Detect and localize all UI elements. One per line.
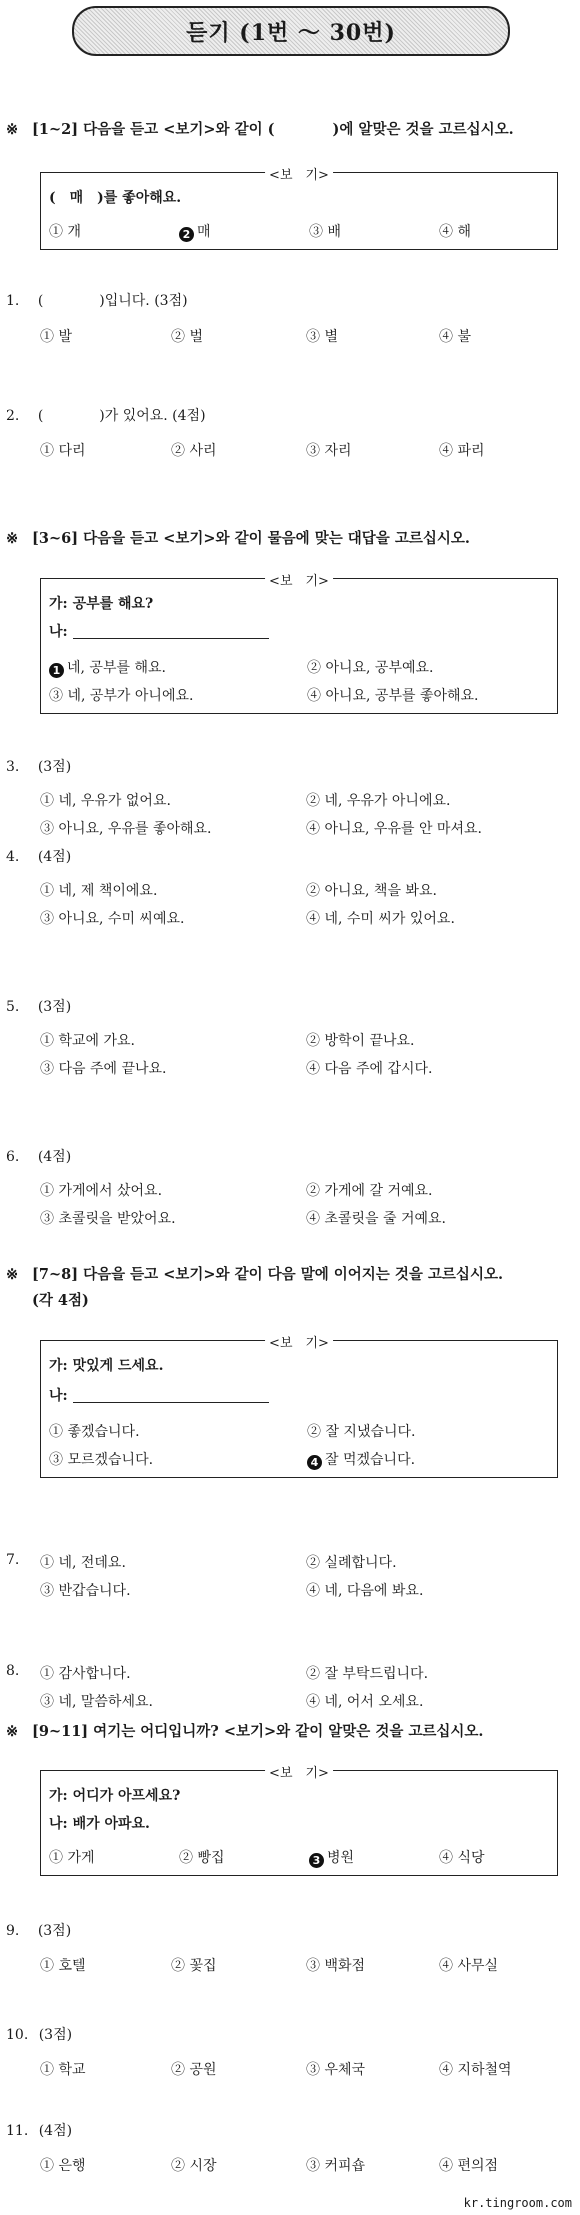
example-question: 가: 맛있게 드세요. [49, 1358, 164, 1374]
section-heading-9-11: ※ [9~11] 여기는 어디입니까? <보기>와 같이 알맞은 것을 고르십시오. [6, 1723, 484, 1740]
question-8: 8. [6, 1663, 20, 1679]
q9-option-1: ① 호텔 [40, 1958, 86, 1974]
section-heading-3-6: ※ [3~6] 다음을 듣고 <보기>와 같이 물음에 맞는 대답을 고르십시오. [6, 530, 470, 547]
example-answer-line: 나: [49, 621, 269, 641]
option-2: ② 잘 지냈습니다. [307, 1424, 416, 1440]
q5-option-4: ④ 다음 주에 갑시다. [306, 1061, 433, 1077]
option-1: ① 개 [49, 224, 81, 240]
reference-mark-icon: ※ [6, 530, 19, 547]
source-watermark: kr.tingroom.com [463, 2196, 572, 2210]
q2-option-4: ④ 파리 [439, 443, 485, 459]
example-answer: 나: 배가 아파요. [49, 1816, 150, 1832]
q6-option-4: ④ 초콜릿을 줄 거예요. [306, 1211, 446, 1227]
option-4-selected: 4 잘 먹겠습니다. [307, 1449, 415, 1470]
example-label: <보 기> [265, 1762, 333, 1781]
question-5: 5. (3점) [6, 999, 72, 1015]
q1-option-1: ① 발 [40, 329, 72, 345]
q5-option-2: ② 방학이 끝나요. [306, 1033, 415, 1049]
question-10: 10. (3점) [6, 2027, 73, 2043]
q2-option-3: ③ 자리 [306, 443, 352, 459]
q8-option-4: ④ 네, 어서 오세요. [306, 1694, 424, 1710]
q7-option-2: ② 실례합니다. [306, 1555, 397, 1571]
q8-option-1: ① 감사합니다. [40, 1666, 131, 1682]
answer-blank [73, 624, 269, 639]
question-1: 1. ( )입니다. (3점) [6, 293, 188, 309]
example-label: <보 기> [265, 1332, 333, 1351]
option-1-selected: 1 네, 공부를 해요. [49, 657, 166, 678]
q8-option-2: ② 잘 부탁드립니다. [306, 1666, 429, 1682]
q7-option-4: ④ 네, 다음에 봐요. [306, 1583, 424, 1599]
option-2: ② 빵집 [179, 1850, 225, 1866]
question-6: 6. (4점) [6, 1149, 72, 1165]
page-title-banner [72, 6, 510, 56]
option-1: ① 좋겠습니다. [49, 1424, 140, 1440]
q5-option-1: ① 학교에 가요. [40, 1033, 135, 1049]
option-2: ② 아니요, 공부예요. [307, 660, 434, 676]
q11-option-1: ① 은행 [40, 2158, 86, 2174]
q6-option-3: ③ 초콜릿을 받았어요. [40, 1211, 176, 1227]
q11-option-3: ③ 커피숍 [306, 2158, 366, 2174]
question-9: 9. (3점) [6, 1923, 72, 1939]
option-4: ④ 아니요, 공부를 좋아해요. [307, 688, 479, 704]
q5-option-3: ③ 다음 주에 끝나요. [40, 1061, 167, 1077]
q10-option-2: ② 공원 [171, 2062, 217, 2078]
answer-blank [73, 1388, 269, 1403]
q2-option-1: ① 다리 [40, 443, 86, 459]
q1-option-4: ④ 불 [439, 329, 471, 345]
question-7: 7. [6, 1552, 20, 1568]
example-prompt: ( 매 )를 좋아해요. [49, 190, 182, 206]
section-heading-7-8: ※ [7~8] 다음을 듣고 <보기>와 같이 다음 말에 이어지는 것을 고르십시오. [6, 1266, 504, 1283]
q1-option-3: ③ 별 [306, 329, 338, 345]
q4-option-3: ③ 아니요, 수미 씨예요. [40, 911, 185, 927]
question-3: 3. (3점) [6, 759, 72, 775]
question-2: 2. ( )가 있어요. (4점) [6, 408, 206, 424]
q7-option-1: ① 네, 전데요. [40, 1555, 126, 1571]
q4-option-1: ① 네, 제 책이에요. [40, 883, 158, 899]
q8-option-3: ③ 네, 말씀하세요. [40, 1694, 153, 1710]
q10-option-4: ④ 지하철역 [439, 2062, 512, 2078]
q6-option-1: ① 가게에서 샀어요. [40, 1183, 163, 1199]
example-box-2 [40, 574, 558, 714]
reference-mark-icon: ※ [6, 1723, 19, 1740]
q10-option-3: ③ 우체국 [306, 2062, 366, 2078]
option-4: ④ 식당 [439, 1850, 485, 1866]
page-title: 듣기 (1번 ～ 30번) [186, 19, 396, 46]
option-3: ③ 배 [309, 224, 341, 240]
reference-mark-icon: ※ [6, 121, 19, 138]
option-4: ④ 해 [439, 224, 471, 240]
filled-circle-4-icon: 4 [307, 1455, 322, 1470]
option-3-selected: 3 병원 [309, 1847, 354, 1868]
q9-option-4: ④ 사무실 [439, 1958, 499, 1974]
q4-option-2: ② 아니요, 책을 봐요. [306, 883, 437, 899]
example-label: <보 기> [265, 570, 333, 589]
q3-option-3: ③ 아니요, 우유를 좋아해요. [40, 821, 212, 837]
q10-option-1: ① 학교 [40, 2062, 86, 2078]
option-1: ① 가게 [49, 1850, 95, 1866]
example-answer-line: 나: [49, 1385, 269, 1405]
question-4: 4. (4점) [6, 849, 72, 865]
q4-option-4: ④ 네, 수미 씨가 있어요. [306, 911, 455, 927]
example-box-1 [40, 168, 558, 250]
q1-option-2: ② 벌 [171, 329, 203, 345]
question-11: 11. (4점) [6, 2123, 73, 2139]
filled-circle-2-icon: 2 [179, 227, 194, 242]
option-3: ③ 모르겠습니다. [49, 1452, 154, 1468]
q6-option-2: ② 가게에 갈 거예요. [306, 1183, 433, 1199]
option-3: ③ 네, 공부가 아니에요. [49, 688, 194, 704]
q11-option-2: ② 시장 [171, 2158, 217, 2174]
q9-option-2: ② 꽃집 [171, 1958, 217, 1974]
filled-circle-3-icon: 3 [309, 1853, 324, 1868]
example-question: 가: 어디가 아프세요? [49, 1788, 181, 1804]
example-question: 가: 공부를 해요? [49, 596, 154, 612]
example-box-4 [40, 1766, 558, 1876]
q3-option-4: ④ 아니요, 우유를 안 마셔요. [306, 821, 482, 837]
q3-option-2: ② 네, 우유가 아니에요. [306, 793, 451, 809]
example-box-3 [40, 1336, 558, 1478]
q11-option-4: ④ 편의점 [439, 2158, 499, 2174]
reference-mark-icon: ※ [6, 1266, 19, 1283]
option-2-selected: 2 매 [179, 221, 211, 242]
filled-circle-1-icon: 1 [49, 663, 64, 678]
section-heading-7-8-points: (각 4점) [32, 1292, 89, 1309]
q3-option-1: ① 네, 우유가 없어요. [40, 793, 171, 809]
example-label: <보 기> [265, 164, 333, 183]
section-heading-1-2: ※ [1~2] 다음을 듣고 <보기>와 같이 ( )에 알맞은 것을 고르십시오. [6, 121, 514, 138]
q9-option-3: ③ 백화점 [306, 1958, 366, 1974]
q2-option-2: ② 사리 [171, 443, 217, 459]
q7-option-3: ③ 반갑습니다. [40, 1583, 131, 1599]
